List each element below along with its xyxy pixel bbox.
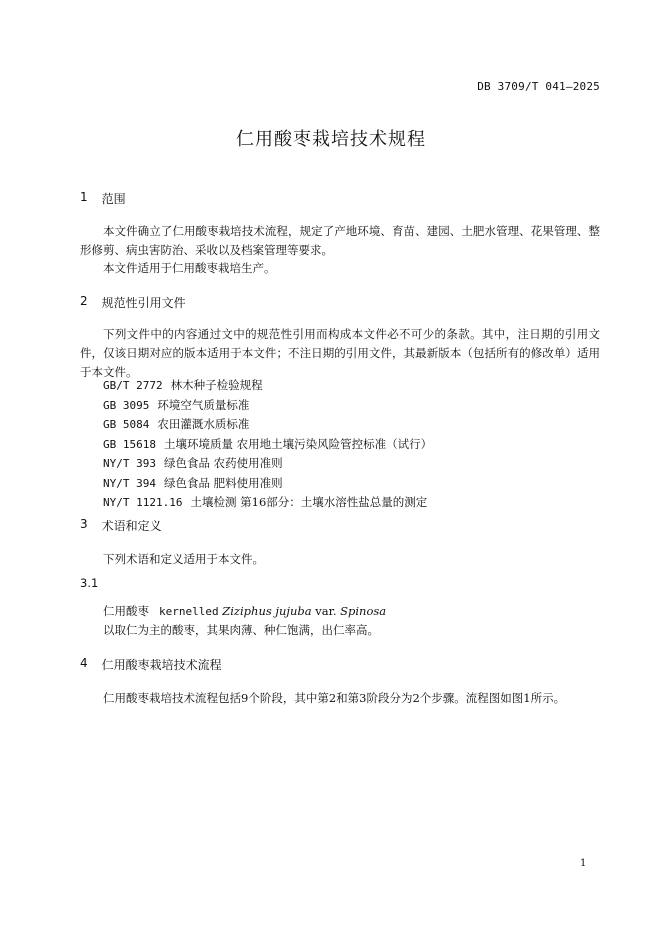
- page-number: 1: [580, 858, 587, 869]
- ref-name: 绿色食品 肥料使用准则: [163, 475, 283, 490]
- section-number: 3: [80, 517, 88, 531]
- reference-list: [103, 376, 432, 513]
- scope-paragraph-1: 本文件确立了仁用酸枣栽培技术流程，规定了产地环境、育苗、建园、土肥水管理、花果管理、整形修剪、病虫害防治、采收以及档案管理等要求。: [80, 224, 600, 257]
- list-item: [103, 493, 432, 513]
- list-item: [103, 435, 432, 455]
- term-english: kernelled: [159, 605, 219, 618]
- list-item: [103, 376, 432, 396]
- ref-name: 林木种子检验规程: [170, 378, 263, 392]
- ref-code: NY/T 394: [103, 476, 156, 490]
- section-title: 规范性引用文件: [101, 296, 186, 310]
- subsection-number: 3.1: [80, 576, 99, 590]
- ref-name: 土壤环境质量 农用地土壤污染风险管控标准（试行）: [163, 436, 433, 451]
- ref-code: NY/T 393: [103, 457, 156, 470]
- page-title: 仁用酸枣栽培技术规程: [236, 129, 426, 150]
- document-code: DB 3709/T 041—2025: [477, 80, 600, 93]
- list-item: [103, 454, 432, 474]
- process-paragraph: 仁用酸枣栽培技术流程包括9个阶段，其中第2和第3阶段分为2个步骤。流程图如图1所示。: [103, 691, 566, 705]
- list-item: [103, 474, 432, 494]
- section-number: 1: [80, 190, 88, 204]
- term-line: [103, 602, 386, 621]
- references-intro: 下列文件中的内容通过文中的规范性引用而构成本文件必不可少的条款。其中，注日期的引用文件，仅该日期对应的版本适用于本文件；不注日期的引用文件，其最新版本（包括所有的修改单）适用于本文件。: [80, 327, 600, 379]
- section-4-heading: [80, 656, 222, 673]
- list-item: [103, 396, 432, 416]
- ref-code: GB 15618: [103, 437, 156, 451]
- section-3-heading: [80, 517, 162, 534]
- term-variety: Spinosa: [340, 604, 387, 618]
- section-title: 范围: [101, 192, 126, 206]
- term-var: var.: [315, 604, 337, 618]
- term-definition: 以取仁为主的酸枣，其果肉薄、种仁饱满，出仁率高。: [103, 623, 379, 637]
- term-entry: [103, 602, 386, 640]
- list-item: [103, 415, 432, 435]
- ref-code: NY/T 1121.16: [103, 496, 183, 509]
- ref-name: 农田灌溉水质标准: [157, 417, 250, 431]
- ref-code: GB/T 2772: [103, 379, 163, 392]
- section-title: 术语和定义: [101, 519, 162, 533]
- ref-name: 环境空气质量标准: [157, 397, 250, 412]
- section-number: 2: [80, 294, 88, 308]
- term-chinese: 仁用酸枣: [103, 604, 149, 618]
- section-1-heading: [80, 190, 126, 207]
- section-number: 4: [80, 656, 88, 670]
- scope-paragraph-2: 本文件适用于仁用酸枣栽培生产。: [103, 261, 276, 275]
- term-scientific-name: Ziziphus jujuba: [222, 604, 312, 618]
- ref-code: GB 5084: [103, 418, 150, 431]
- ref-code: GB 3095: [103, 398, 150, 412]
- terms-intro: 下列术语和定义适用于本文件。: [103, 552, 264, 566]
- section-2-heading: [80, 294, 186, 311]
- ref-name: 绿色食品 农药使用准则: [163, 456, 283, 470]
- section-title: 仁用酸枣栽培技术流程: [101, 658, 222, 672]
- ref-name: 土壤检测 第16部分：土壤水溶性盐总量的测定: [190, 495, 428, 509]
